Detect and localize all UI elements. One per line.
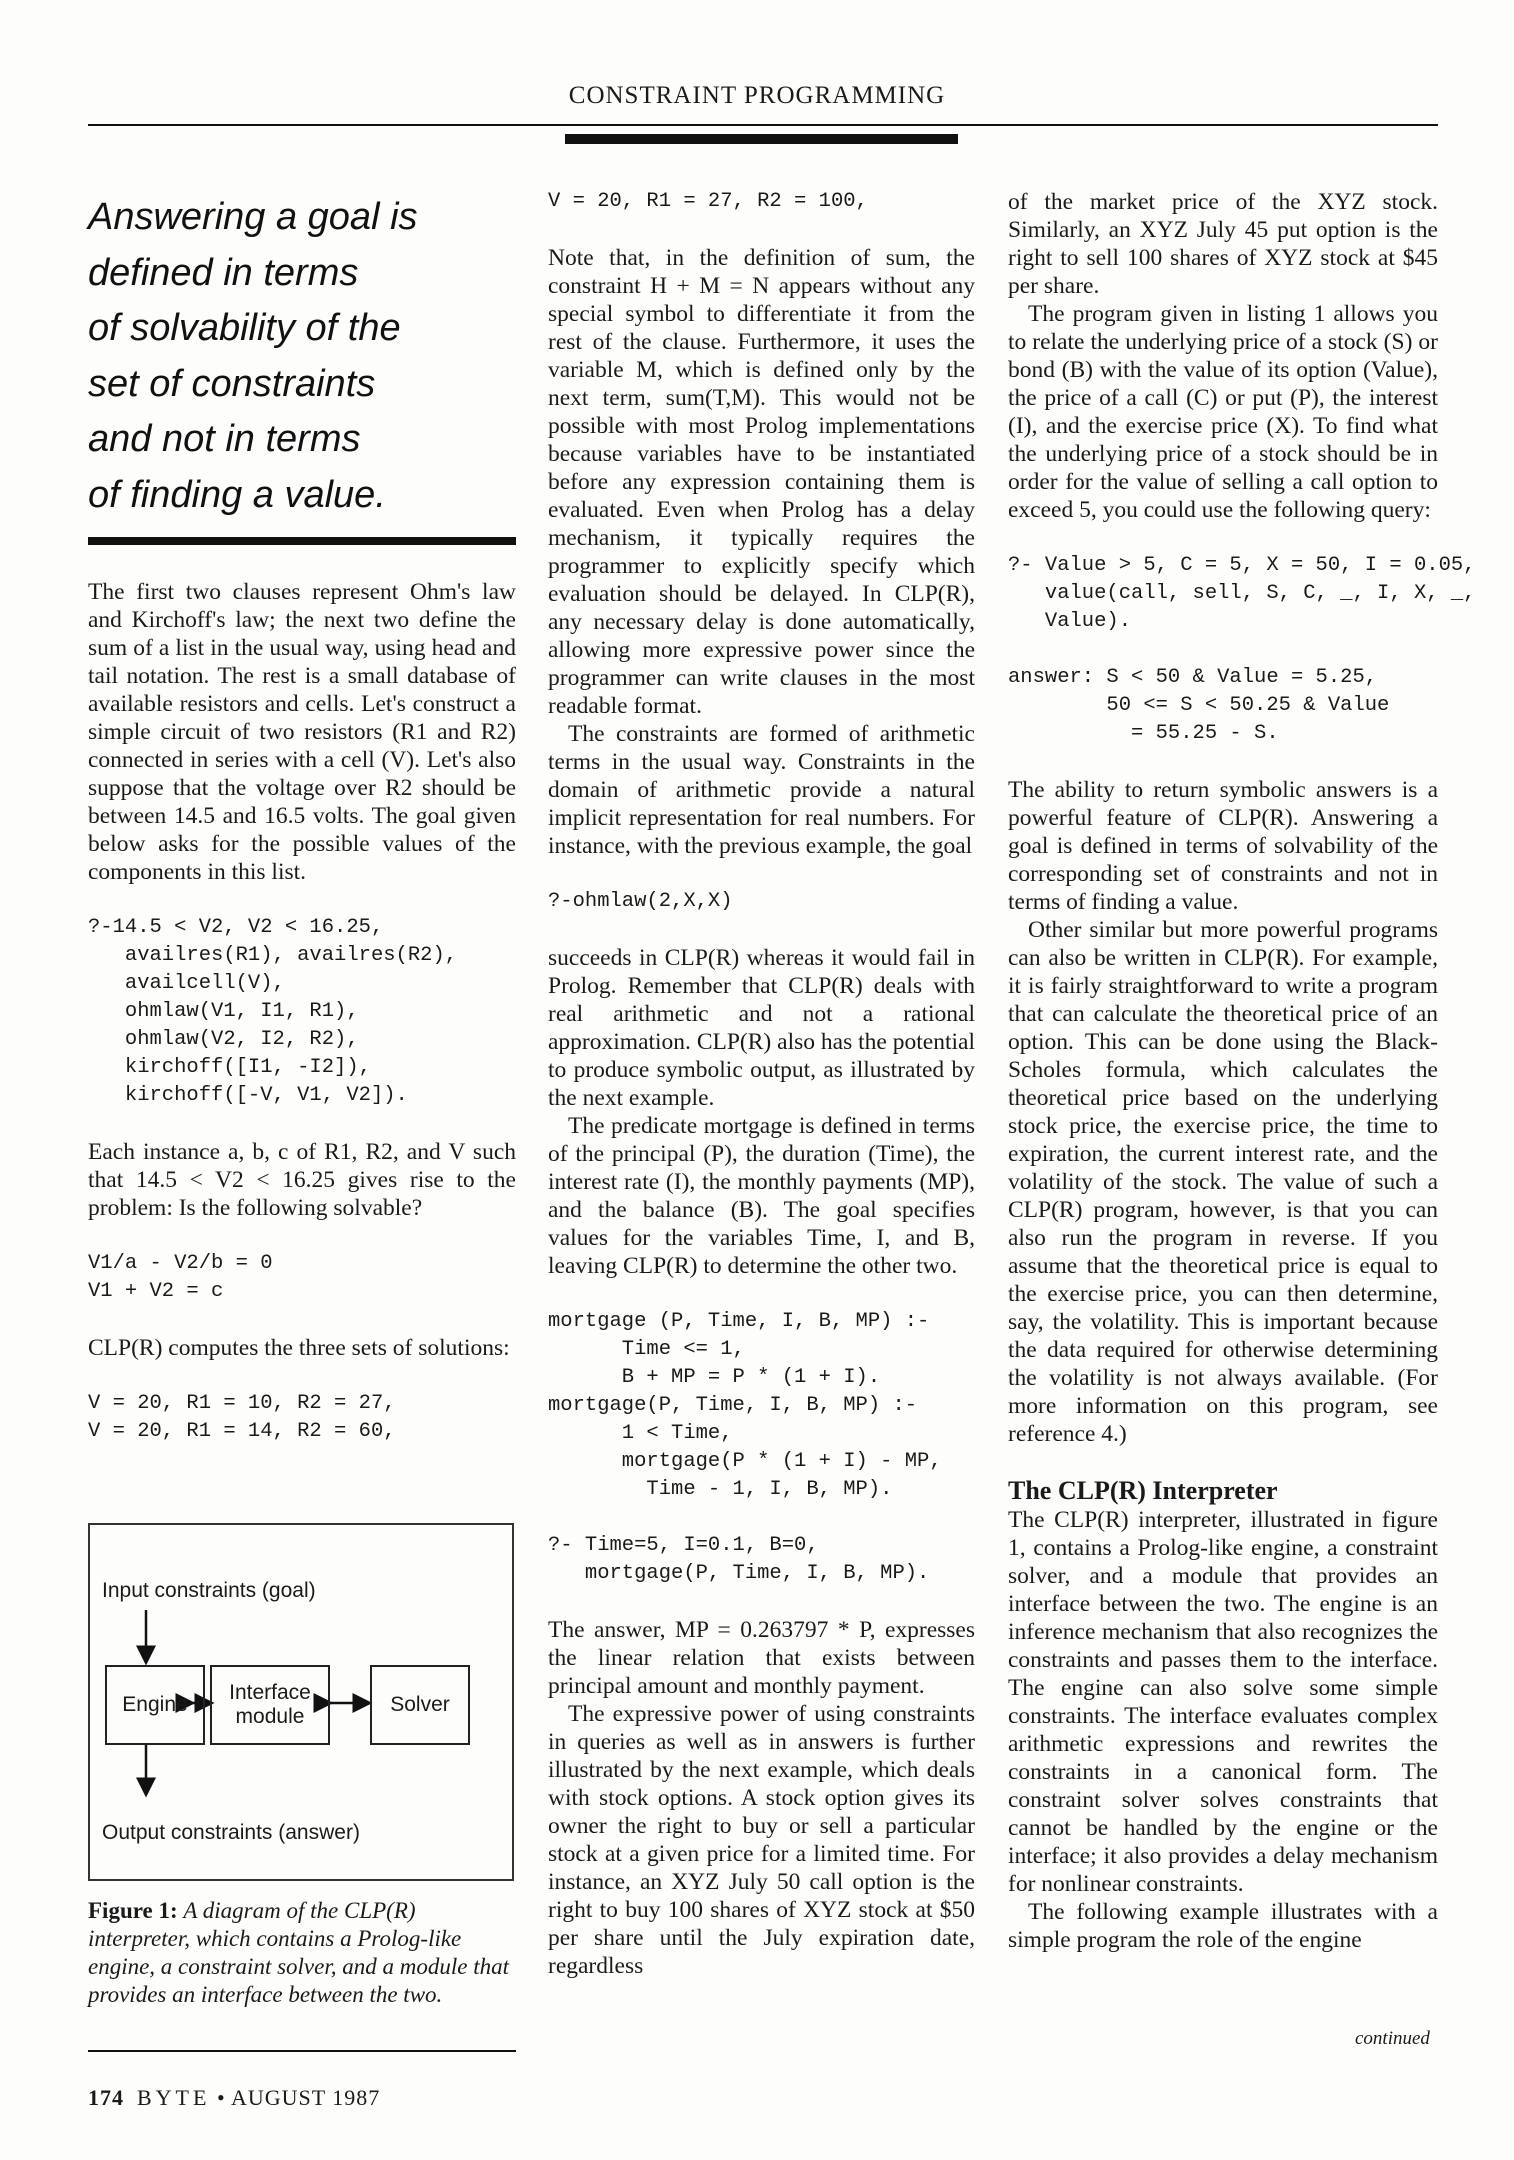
code-block: ?- Value > 5, C = 5, X = 50, I = 0.05, value(call, sell, S, C, _, I, X, _, Value). bbox=[1008, 554, 1476, 633]
page-number: 174 bbox=[88, 2085, 124, 2110]
interface-module-box: Interface module bbox=[210, 1665, 330, 1745]
page-footer bbox=[88, 2085, 380, 2111]
paragraph: The expressive power of using constraints in queries as well as in answers is further illustrated by the next example, which deals with stock options. A stock option gives its owner the right to buy or sell a particular stock at a given price for a limited time. For instance, an XYZ July 50 call option is the right to buy 100 shares of XYZ stock at $50 per share until the July expiration date, regardless bbox=[548, 1701, 975, 1979]
magazine-name: BYTE bbox=[137, 2085, 211, 2110]
section-heading: The CLP(R) Interpreter bbox=[1008, 1476, 1278, 1505]
paragraph: The predicate mortgage is defined in terms of the principal (P), the duration (Time), the interest rate (I), the monthly payments (MP), and the balance (B). The goal specifies values for the variables Time, I, and B, leaving CLP(R) to determine the other two. bbox=[548, 1113, 975, 1279]
code-block: ?- Time=5, I=0.1, B=0, mortgage(P, Time, I, B, MP). bbox=[548, 1534, 930, 1585]
issue-date: AUGUST 1987 bbox=[230, 2085, 381, 2110]
paragraph: The CLP(R) interpreter, illustrated in figure 1, contains a Prolog-like engine, a constraint solver, and a module that provides an interface between the two. The engine is an inference mechanism that also recognizes the constraints and passes them to the interface. The engine can also solve some simple constraints. The interface evaluates complex arithmetic expressions and rewrites the constraints in a canonical form. The constraint solver solves constraints that cannot be handled by the engine or the interface; it also provides a delay mechanism for nonlinear constraints. bbox=[1008, 1507, 1438, 1897]
pull-quote-line: of finding a value. bbox=[88, 473, 386, 516]
code-block: V = 20, R1 = 10, R2 = 27, V = 20, R1 = 14, R2 = 60, bbox=[88, 1392, 396, 1443]
engine-box: Engine bbox=[105, 1665, 205, 1745]
paragraph: The following example illustrates with a simple program the role of the engine bbox=[1008, 1899, 1438, 1953]
left-column bbox=[88, 578, 516, 1446]
paragraph: Each instance a, b, c of R1, R2, and V such that 14.5 < V2 < 16.25 gives rise to the problem: Is the following solvable? bbox=[88, 1139, 516, 1221]
figure-caption bbox=[88, 1897, 516, 2009]
pull-quote-rule bbox=[88, 537, 516, 545]
header-rule bbox=[88, 124, 1438, 126]
paragraph: The program given in listing 1 allows you to relate the underlying price of a stock (S) or bond (B) with the value of its option (Value), the price of a call (C) or put (P), the interest (I), and the exercise price (X). To find what the underlying price of a stock should be in order for the value of selling a call option to exceed 5, you could use the following query: bbox=[1008, 301, 1438, 523]
header-bar bbox=[565, 134, 958, 144]
pull-quote-line: set of constraints bbox=[88, 362, 376, 405]
continued-label: continued bbox=[1355, 2028, 1430, 2049]
pull-quote-line: of solvability of the bbox=[88, 307, 401, 349]
pull-quote-line: and not in terms bbox=[88, 418, 361, 460]
paragraph: Other similar but more powerful programs can also be written in CLP(R). For example, it is fairly straightforward to write a program that can calculate the theoretical price of an option. This can be done using the Black-Scholes formula, which calculates the theoretical price based on the underlying stock price, the exercise price, the time to expiration, the current interest rate, and the volatility of the stock. The value of such a CLP(R) program, however, is that you can also run the program in reverse. If you assume that the theoretical price is equal to the exercise price, you can then determine, say, the volatility. This is important because the data required for otherwise determining the volatility is not always available. (For more information on this program, see reference 4.) bbox=[1008, 917, 1438, 1447]
caption-label: Figure 1: bbox=[88, 1898, 178, 1923]
figure-1-diagram bbox=[88, 1523, 514, 1881]
paragraph: succeeds in CLP(R) whereas it would fail in Prolog. Remember that CLP(R) deals with real arithmetic and not a rational approximation. CLP(R) also has the potential to produce symbolic output, as illustrated by the next example. bbox=[548, 945, 975, 1111]
code-block: answer: S < 50 & Value = 5.25, 50 <= S < 50.25 & Value = 55.25 - S. bbox=[1008, 666, 1390, 745]
code-block: V = 20, R1 = 27, R2 = 100, bbox=[548, 190, 868, 213]
output-label: Output constraints (answer) bbox=[102, 1821, 360, 1844]
paragraph: The constraints are formed of arithmetic terms in the usual way. Constraints in the domain of arithmetic provide a natural implicit representation for real numbers. For instance, with the previous example, the goal bbox=[548, 721, 975, 859]
code-block: ?-14.5 < V2, V2 < 16.25, availres(R1), availres(R2), availcell(V), ohmlaw(V1, I1, R1), ohmlaw(V2, I2, R2), kirchoff([I1, -I2]), kirchoff([-V, V1, V2]). bbox=[88, 916, 458, 1107]
pull-quote bbox=[88, 190, 518, 523]
paragraph: The answer, MP = 0.263797 * P, expresses the linear relation that exists between principal amount and monthly payment. bbox=[548, 1617, 975, 1699]
pull-quote-line: defined in terms bbox=[88, 251, 359, 294]
running-header: CONSTRAINT PROGRAMMING bbox=[568, 82, 946, 109]
paragraph: Note that, in the definition of sum, the constraint H + M = N appears without any special symbol to differentiate it from the rest of the clause. Furthermore, it uses the variable M, which is defined only by the next term, sum(T,M). This would not be possible with most Prolog implementations because variables have to be instantiated before any expression containing them is evaluated. Even when Prolog has a delay mechanism, it typically requires the programmer to explicitly specify which evaluation should be delayed. In CLP(R), any necessary delay is done automatically, allowing more expressive power since the programmer can write clauses in the most readable format. bbox=[548, 245, 975, 719]
middle-column bbox=[548, 188, 975, 1980]
code-block: mortgage (P, Time, I, B, MP) :- Time <= 1, B + MP = P * (1 + I). mortgage(P, Time, I, B, MP) :- 1 < Time, mortgage(P * (1 + I) - MP, Time - 1, I, B, MP). bbox=[548, 1310, 942, 1501]
paragraph: of the market price of the XYZ stock. Similarly, an XYZ July 45 put option is the right to sell 100 shares of XYZ stock at $45 per share. bbox=[1008, 189, 1438, 299]
code-block: V1/a - V2/b = 0 V1 + V2 = c bbox=[88, 1252, 273, 1303]
footer-separator: • bbox=[216, 2085, 226, 2110]
caption-rule bbox=[88, 2050, 516, 2052]
solver-box: Solver bbox=[370, 1665, 470, 1745]
right-column bbox=[1008, 188, 1476, 1954]
caption-text: A diagram of the CLP(R) interpreter, which contains a Prolog-like engine, a constraint solver, and a module that provides an interface between the two. bbox=[88, 1898, 509, 2007]
code-block: ?-ohmlaw(2,X,X) bbox=[548, 890, 733, 913]
paragraph: The ability to return symbolic answers is a powerful feature of CLP(R). Answering a goal is defined in terms of solvability of the corresponding set of constraints and not in terms of finding a value. bbox=[1008, 777, 1438, 915]
paragraph: The first two clauses represent Ohm's law and Kirchoff's law; the next two define the sum of a list in the usual way, using head and tail notation. The rest is a small database of available resistors and cells. Let's construct a simple circuit of two resistors (R1 and R2) connected in series with a cell (V). Let's also suppose that the voltage over R2 should be between 14.5 and 16.5 volts. The goal given below asks for the possible values of the components in this list. bbox=[88, 579, 516, 885]
input-label: Input constraints (goal) bbox=[102, 1579, 316, 1602]
paragraph: CLP(R) computes the three sets of solutions: bbox=[88, 1335, 510, 1361]
pull-quote-line: Answering a goal is bbox=[88, 196, 418, 238]
